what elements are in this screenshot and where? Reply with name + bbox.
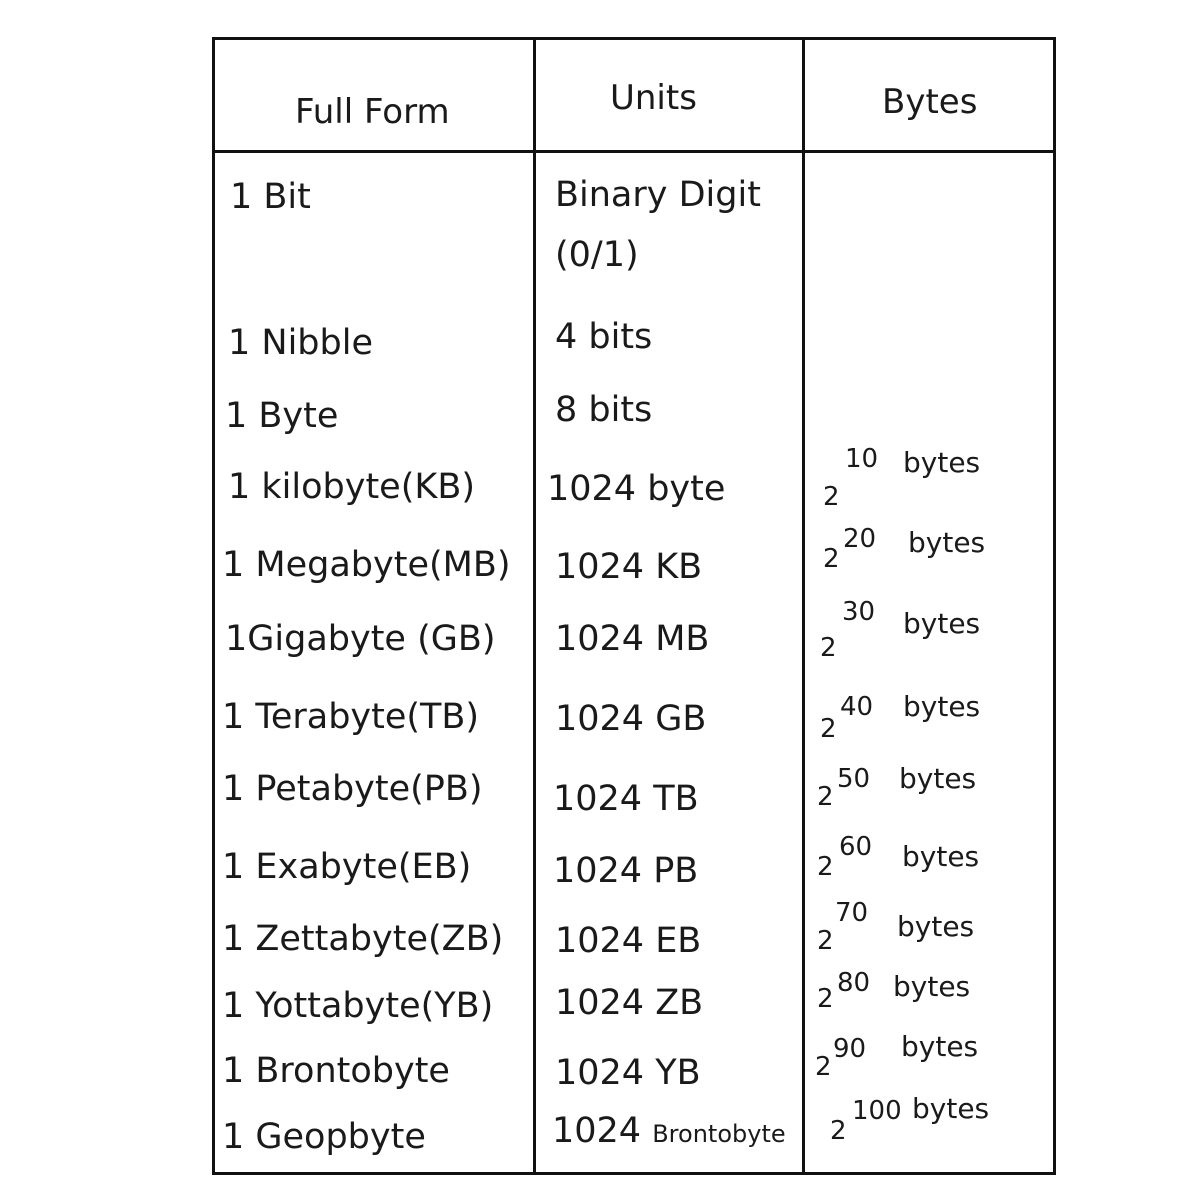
power-unit: bytes bbox=[903, 607, 981, 640]
row-units: 1024 EB bbox=[555, 921, 702, 961]
row-units: 8 bits bbox=[555, 390, 653, 430]
row-full-form: 1 Petabyte(PB) bbox=[222, 769, 483, 809]
power-base: 2 bbox=[823, 482, 840, 512]
power-exponent: 70 bbox=[835, 898, 869, 928]
power-exponent: 60 bbox=[839, 832, 873, 862]
power-unit: bytes bbox=[901, 1030, 979, 1063]
row-units: 1024 KB bbox=[555, 547, 703, 587]
row-full-form: 1 Megabyte(MB) bbox=[222, 545, 511, 585]
power-base: 2 bbox=[817, 852, 834, 882]
row-units: 1024 GB bbox=[555, 699, 707, 739]
power-unit: bytes bbox=[902, 840, 980, 873]
row-bytes-power bbox=[815, 1030, 995, 1090]
row-bytes-power bbox=[830, 1090, 1000, 1150]
row-bytes-power bbox=[823, 524, 1003, 584]
column-divider-1 bbox=[533, 37, 536, 1175]
row-full-form: 1Gigabyte (GB) bbox=[225, 619, 496, 659]
power-unit: bytes bbox=[893, 970, 971, 1003]
header-divider bbox=[212, 150, 1056, 153]
power-exponent: 50 bbox=[837, 764, 871, 794]
row-full-form: 1 Yottabyte(YB) bbox=[222, 986, 494, 1026]
power-unit: bytes bbox=[903, 690, 981, 723]
power-unit: bytes bbox=[908, 526, 986, 559]
power-base: 2 bbox=[817, 926, 834, 956]
power-base: 2 bbox=[815, 1052, 832, 1082]
row-units: 1024 ZB bbox=[555, 983, 704, 1023]
power-exponent: 80 bbox=[837, 968, 871, 998]
row-units bbox=[552, 1112, 786, 1151]
power-exponent: 90 bbox=[833, 1034, 867, 1064]
row-units: Binary Digit (0/1) bbox=[555, 175, 761, 275]
power-unit: bytes bbox=[903, 446, 981, 479]
power-base: 2 bbox=[823, 544, 840, 574]
row-full-form: 1 Zettabyte(ZB) bbox=[222, 919, 504, 959]
column-divider-2 bbox=[802, 37, 805, 1175]
power-exponent: 40 bbox=[840, 692, 874, 722]
units-word: Brontobyte bbox=[652, 1120, 786, 1148]
row-units: 1024 TB bbox=[553, 779, 699, 819]
row-units: 1024 byte bbox=[547, 469, 726, 509]
header-units: Units bbox=[610, 78, 697, 118]
row-full-form: 1 Geopbyte bbox=[222, 1117, 426, 1157]
row-units: 4 bits bbox=[555, 317, 653, 357]
row-bytes-power bbox=[817, 898, 997, 958]
power-exponent: 20 bbox=[843, 524, 877, 554]
row-full-form: 1 kilobyte(KB) bbox=[228, 467, 475, 507]
row-full-form: 1 Byte bbox=[225, 396, 339, 436]
row-bytes-power bbox=[817, 968, 997, 1028]
power-exponent: 100 bbox=[852, 1096, 902, 1126]
power-exponent: 30 bbox=[842, 597, 876, 627]
row-units: 1024 PB bbox=[553, 851, 699, 891]
row-bytes-power bbox=[817, 762, 997, 822]
row-full-form: 1 Bit bbox=[230, 177, 311, 217]
power-base: 2 bbox=[820, 714, 837, 744]
header-full-form: Full Form bbox=[295, 92, 450, 132]
power-base: 2 bbox=[817, 984, 834, 1014]
row-units: 1024 YB bbox=[555, 1053, 701, 1093]
power-exponent: 10 bbox=[845, 444, 879, 474]
row-full-form: 1 Exabyte(EB) bbox=[222, 847, 472, 887]
row-full-form: 1 Brontobyte bbox=[222, 1051, 450, 1091]
units-number: 1024 bbox=[552, 1111, 642, 1151]
row-full-form: 1 Terabyte(TB) bbox=[222, 697, 480, 737]
header-bytes: Bytes bbox=[882, 82, 978, 122]
power-unit: bytes bbox=[899, 762, 977, 795]
power-base: 2 bbox=[830, 1116, 847, 1146]
row-bytes-power bbox=[820, 690, 1000, 750]
power-unit: bytes bbox=[912, 1092, 990, 1125]
row-units: 1024 MB bbox=[555, 619, 710, 659]
row-bytes-power bbox=[823, 444, 1003, 512]
power-unit: bytes bbox=[897, 910, 975, 943]
power-base: 2 bbox=[820, 633, 837, 663]
row-bytes-power bbox=[817, 832, 997, 892]
power-base: 2 bbox=[817, 782, 834, 812]
row-full-form: 1 Nibble bbox=[228, 323, 373, 363]
row-bytes-power bbox=[820, 597, 1000, 663]
